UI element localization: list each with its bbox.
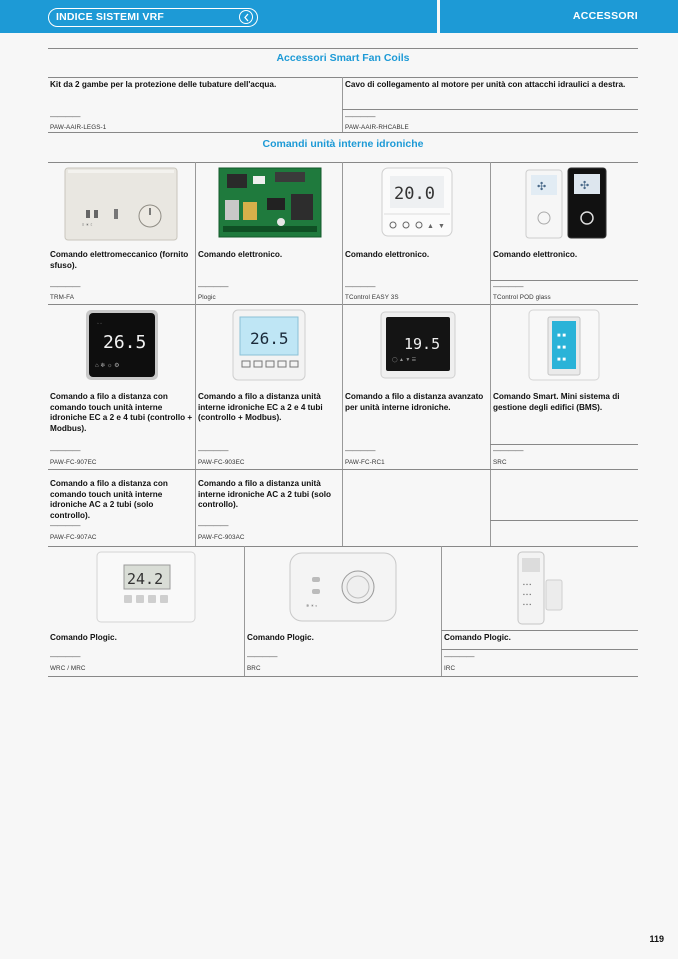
item-description: Comando elettronico.	[345, 250, 430, 259]
product-code: PAW-FC-907AC	[50, 534, 97, 541]
display-value: 26.5	[250, 329, 289, 348]
divider	[48, 132, 638, 133]
divider	[490, 280, 638, 281]
svg-text:≡ ☀ ☾: ≡ ☀ ☾	[82, 222, 94, 227]
item-description: Comando a filo a distanza con comando touch unità interne idroniche AC a 2 tubi (solo controllo).	[50, 479, 168, 520]
cell-divider	[195, 304, 196, 546]
dash-separator: ————	[198, 282, 228, 291]
divider	[48, 676, 638, 677]
src-smart-controller-image	[528, 309, 600, 381]
product-code: IRC	[444, 665, 456, 672]
section-title-smart-fan-coils: Accessori Smart Fan Coils	[276, 52, 410, 64]
fc903ec-controller-image	[232, 309, 306, 381]
divider	[490, 520, 638, 521]
divider	[490, 444, 638, 445]
svg-text:▪ ▪ ▪: ▪ ▪ ▪	[523, 602, 532, 608]
plogic-circuit-board-image	[217, 166, 323, 239]
display-value: 20.0	[394, 184, 435, 204]
product-code: PAW-AAIR-RHCABLE	[345, 124, 409, 131]
cell-divider	[342, 162, 343, 304]
irc-remote-control-image	[514, 550, 566, 626]
divider	[342, 109, 638, 110]
item-description: Comando a filo a distanza con comando touch unità interne idroniche EC a 2 e 4 tubi (controllo + Modbus).	[50, 392, 193, 433]
item-description: Comando elettromeccanico (fornito sfuso).	[50, 250, 189, 270]
item-description: Comando elettronico.	[198, 250, 283, 259]
product-code: WRC / MRC	[50, 665, 86, 672]
fc-rc1-advanced-controller-image	[380, 311, 456, 379]
item-description: Comando elettronico.	[493, 250, 578, 259]
svg-text:■ ■: ■ ■	[557, 345, 566, 351]
dash-separator: ————	[247, 652, 277, 661]
item-description: Kit da 2 gambe per la protezione delle tubature dell'acqua.	[50, 80, 277, 89]
product-code: PAW-FC-903EC	[198, 459, 245, 466]
divider	[48, 77, 638, 78]
index-nav-label: INDICE SISTEMI VRF	[56, 11, 165, 23]
dash-separator: ————	[493, 282, 523, 291]
divider	[48, 546, 638, 547]
dash-separator: ————	[198, 521, 228, 530]
svg-text:◦ ◦: ◦ ◦	[97, 321, 102, 327]
divider	[48, 469, 638, 470]
item-description: Comando Plogic.	[247, 633, 314, 642]
section-title-hydronic-controls: Comandi unità interne idroniche	[262, 138, 424, 150]
page-number: 119	[649, 934, 664, 944]
item-description: Cavo di collegamento al motore per unità con attacchi idraulici a destra.	[345, 80, 626, 89]
brc-controller-image	[288, 551, 398, 623]
dash-separator: ————	[345, 282, 375, 291]
dash-separator: ————	[50, 446, 80, 455]
wrc-mrc-controller-image	[96, 551, 196, 623]
dash-separator: ————	[198, 446, 228, 455]
svg-text:⌂ ❄ ☼ ⚙: ⌂ ❄ ☼ ⚙	[95, 363, 120, 369]
divider	[441, 649, 638, 650]
svg-text:▼: ▼	[438, 223, 445, 230]
cell-divider	[244, 546, 245, 676]
dash-separator: ————	[50, 521, 80, 530]
product-code: TRM-FA	[50, 294, 75, 301]
item-description: Comando a filo a distanza unità interne idroniche EC a 2 e 4 tubi (controllo + Modbus).	[198, 392, 323, 423]
tcontrol-easy-image	[380, 166, 454, 238]
cell-divider	[342, 304, 343, 546]
cell-divider	[441, 546, 442, 676]
index-nav-button[interactable]	[48, 8, 258, 27]
dash-separator: ————	[345, 112, 375, 121]
svg-text:◯ ▲ ▼ ☰: ◯ ▲ ▼ ☰	[392, 357, 417, 363]
item-description: Comando a filo a distanza avanzato per unità interne idroniche.	[345, 392, 484, 412]
dash-separator: ————	[345, 446, 375, 455]
electromechanical-thermostat-image	[64, 166, 178, 242]
cell-divider	[490, 304, 491, 546]
display-value: 24.2	[127, 570, 164, 588]
display-value: 26.5	[103, 332, 147, 353]
item-description: Comando Plogic.	[444, 633, 511, 642]
dash-separator: ————	[50, 652, 80, 661]
svg-text:■ ■: ■ ■	[557, 357, 566, 363]
product-code: PAW-FC-903AC	[198, 534, 245, 541]
tcontrol-pod-glass-image	[524, 166, 608, 240]
item-description: Comando Plogic.	[50, 633, 117, 642]
product-code: BRC	[247, 665, 261, 672]
dash-separator: ————	[493, 446, 523, 455]
svg-text:✣: ✣	[580, 180, 590, 192]
product-code: PAW-FC-RC1	[345, 459, 385, 466]
cell-divider	[490, 162, 491, 304]
item-description: Comando a filo a distanza unità interne idroniche AC a 2 tubi (solo controllo).	[198, 479, 331, 510]
divider	[48, 48, 638, 49]
display-value: 19.5	[404, 335, 441, 353]
fc907ec-touch-controller-image	[85, 309, 159, 381]
svg-text:✣: ✣	[537, 181, 547, 193]
product-code: TControl POD glass	[493, 294, 551, 301]
dash-separator: ————	[444, 652, 474, 661]
divider	[441, 630, 638, 631]
svg-text:▪ ▪ ▪: ▪ ▪ ▪	[523, 582, 532, 588]
product-code: TControl EASY 3S	[345, 294, 399, 301]
header-divider	[437, 0, 440, 33]
svg-text:■ ■: ■ ■	[557, 333, 566, 339]
cell-divider	[195, 162, 196, 304]
item-description: Comando Smart. Mini sistema di gestione degli edifici (BMS).	[493, 392, 620, 412]
divider	[48, 162, 638, 163]
product-code: PAW-FC-907EC	[50, 459, 97, 466]
cell-divider	[342, 77, 343, 132]
product-code: SRC	[493, 459, 507, 466]
svg-text:▲: ▲	[427, 223, 434, 230]
dash-separator: ————	[50, 282, 80, 291]
svg-text:▪ ▪ ▪: ▪ ▪ ▪	[523, 592, 532, 598]
dash-separator: ————	[50, 112, 80, 121]
chevron-left-icon[interactable]	[239, 10, 253, 24]
svg-text:❄ ☀ ◐: ❄ ☀ ◐	[306, 603, 318, 608]
product-code: Plogic	[198, 294, 216, 301]
divider	[48, 304, 638, 305]
product-code: PAW-AAIR-LEGS-1	[50, 124, 107, 131]
section-label: ACCESSORI	[572, 10, 638, 22]
